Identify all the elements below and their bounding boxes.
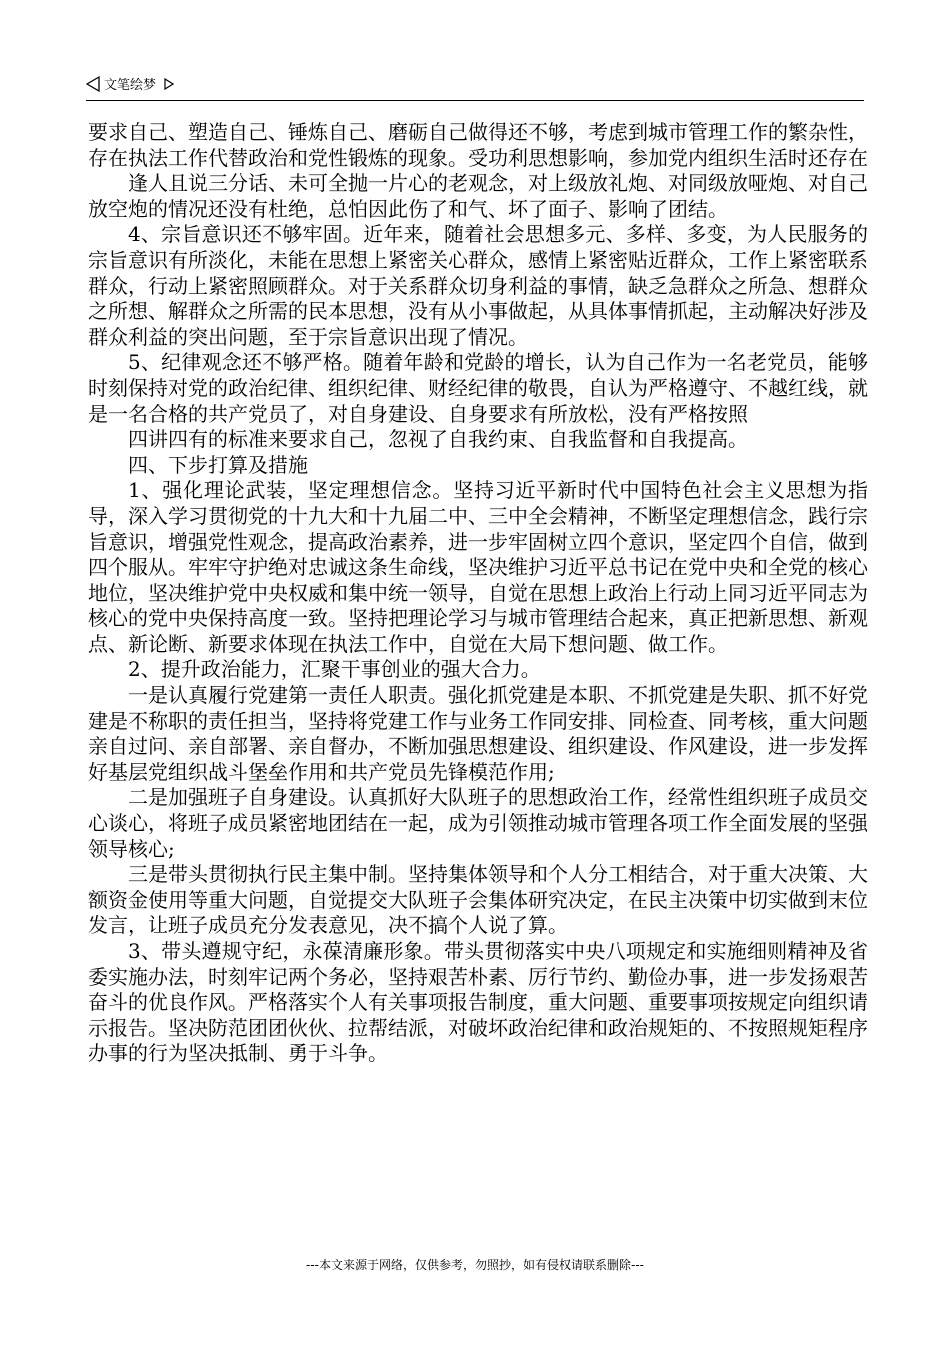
triangle-right-icon (164, 78, 174, 90)
paragraph: 2、提升政治能力，汇聚干事创业的强大合力。 (128, 657, 541, 682)
page-header (86, 74, 174, 93)
paragraph: 四讲四有的标准来要求自己，忽视了自我约束、自我监督和自我提高。 (128, 427, 748, 452)
paragraph: 5、纪律观念还不够严格。随着年龄和党龄的增长，认为自己作为一名老党员，能够时刻保持对党的政治纪律、组织纪律、财经纪律的敬畏，自认为严格遵守、不越红线，就是一名合格的共产党员了，对自身建设、自身要求有所放松，没有严格按照 (88, 350, 868, 426)
document-body (88, 120, 868, 1067)
paragraph: 3、带头遵规守纪，永葆清廉形象。带头贯彻落实中央八项规定和实施细则精神及省委实施办法，时刻牢记两个务必，坚持艰苦朴素、厉行节约、勤俭办事，进一步发扬艰苦奋斗的优良作风。严格落实个人有关事项报告制度，重大问题、重要事项按规定向组织请示报告。坚决防范团团伙伙、拉帮结派，对破坏政治纪律和政治规矩的、不按照规矩程序办事的行为坚决抵制、勇于斗争。 (88, 939, 868, 1066)
paragraph: 1、强化理论武装，坚定理想信念。坚持习近平新时代中国特色社会主义思想为指导，深入学习贯彻党的十九大和十九届二中、三中全会精神，不断坚定理想信念，践行宗旨意识，增强党性观念，提高政治素养，进一步牢固树立四个意识，坚定四个自信，做到四个服从。牢牢守护绝对忠诚这条生命线，坚决维护习近平总书记在党中央和全党的核心地位，坚决维护党中央权威和集中统一领导，自觉在思想上政治上行动上同习近平同志为核心的党中央保持高度一致。坚持把理论学习与城市管理结合起来，真正把新思想、新观点、新论断、新要求体现在执法工作中，自觉在大局下想问题、做工作。 (88, 478, 868, 656)
paragraph: 二是加强班子自身建设。认真抓好大队班子的思想政治工作，经常性组织班子成员交心谈心，将班子成员紧密地团结在一起，成为引领推动城市管理各项工作全面发展的坚强领导核心; (88, 785, 868, 861)
header-divider (86, 100, 864, 101)
section-heading: 四、下步打算及措施 (128, 452, 308, 477)
paragraph: 三是带头贯彻执行民主集中制。坚持集体领导和个人分工相结合，对于重大决策、大额资金使用等重大问题，自觉提交大队班子会集体研究决定，在民主决策中切实做到末位发言，让班子成员充分发表意见，决不搞个人说了算。 (88, 862, 868, 938)
page-footer-disclaimer: ---本文来源于网络，仅供参考，勿照抄，如有侵权请联系删除--- (306, 1258, 644, 1272)
paragraph: 要求自己、塑造自己、锤炼自己、磨砺自己做得还不够，考虑到城市管理工作的繁杂性，存在执法工作代替政治和党性锻炼的现象。受功利思想影响，参加党内组织生活时还存在 (88, 120, 868, 170)
paragraph: 4、宗旨意识还不够牢固。近年来，随着社会思想多元、多样、多变，为人民服务的宗旨意识有所淡化，未能在思想上紧密关心群众，感情上紧密贴近群众，工作上紧密联系群众，行动上紧密照顾群众。对于关系群众切身利益的事情，缺乏急群众之所急、想群众之所想、解群众之所需的民本思想，没有从小事做起，从具体事情抓起，主动解决好涉及群众利益的突出问题，至于宗旨意识出现了情况。 (88, 222, 868, 349)
triangle-left-icon (86, 76, 100, 92)
paragraph: 逢人且说三分话、未可全抛一片心的老观念，对上级放礼炮、对同级放哑炮、对自己放空炮的情况还没有杜绝，总怕因此伤了和气、坏了面子、影响了团结。 (88, 171, 868, 221)
header-logo-text: 文笔绘梦 (104, 78, 157, 93)
paragraph: 一是认真履行党建第一责任人职责。强化抓党建是本职、不抓党建是失职、抓不好党建是不称职的责任担当，坚持将党建工作与业务工作同安排、同检查、同考核，重大问题亲自过问、亲自部署、亲自督办，不断加强思想建设、组织建设、作风建设，进一步发挥好基层党组织战斗堡垒作用和共产党员先锋模范作用; (88, 683, 868, 784)
